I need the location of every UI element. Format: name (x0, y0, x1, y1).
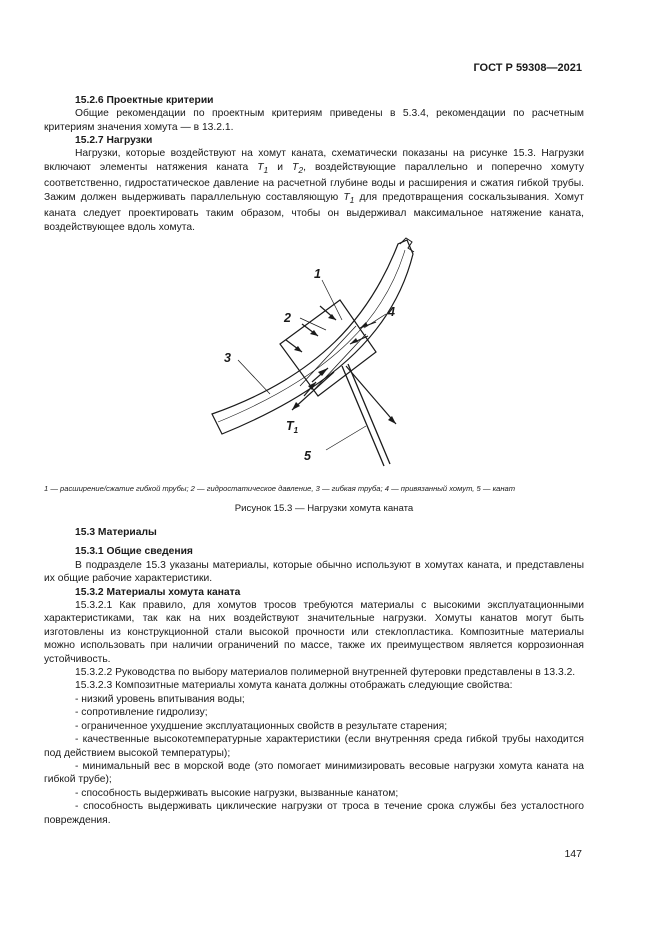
section-15-2-7 (44, 134, 584, 234)
section-heading: 15.3.2 Материалы хомута каната (75, 586, 241, 598)
section-heading: 15.3 Материалы (75, 527, 157, 538)
paragraph: Общие рекомендации по проектным критериям приведены в 5.3.4, рекомендации по расчетным критериям значения хомута — в 13.2.1. (44, 108, 584, 133)
paragraph: В подразделе 15.3 указаны материалы, которые обычно используют в хомутах каната, и представлены их общие рабочие характеристики. (44, 559, 584, 585)
paragraph (44, 147, 584, 234)
list-item: - минимальный вес в морской воде (это помогает минимизировать весовые нагрузки хомута каната на гибкой трубе); (44, 760, 584, 786)
list-item: - качественные высокотемпературные характеристики (если внутренняя среда гибкой трубы находится под действием высокой температуры); (44, 734, 584, 759)
arrowhead (328, 314, 336, 320)
rope-clamp-figure (200, 236, 440, 474)
leader-line-3 (238, 360, 270, 394)
flexible-pipe-inner-line (218, 250, 405, 422)
arrowhead (388, 416, 396, 424)
section-heading: 15.3.1 Общие сведения (75, 546, 193, 558)
section-15-3 (44, 526, 584, 827)
figure-caption: Рисунок 15.3 — Нагрузки хомута каната (234, 503, 414, 514)
rope-line-1 (342, 366, 384, 466)
list-item: - сопротивление гидролизу; (75, 707, 208, 719)
clamp-center-line-2 (312, 334, 366, 392)
text-run: Нагрузки, которые воздействуют на хомут каната, схематически показаны на рисунке 15.3. Нагрузки включают элементы натяжения каната (44, 148, 584, 173)
text-run: для предотвращения соскальзывания. Хомут каната следует проектировать таким образом, чтобы он выдерживал максимальное натяжение каната, воздействующее вдоль хомута. (44, 191, 584, 233)
rope-line-2 (348, 364, 390, 464)
figure-label-4: 4 (388, 305, 395, 319)
section-heading: 15.2.7 Нагрузки (75, 135, 153, 146)
paragraph: 15.3.2.2 Руководства по выбору материалов полимерной внутренней футеровки представлены в 13.3.2. (75, 667, 576, 679)
list-item: - низкий уровень впитывания воды; (75, 693, 245, 705)
arrowhead (350, 338, 358, 344)
figure-label-2: 2 (284, 311, 291, 325)
paragraph: 15.3.2.3 Композитные материалы хомута каната должны отображать следующие свойства: (75, 680, 513, 692)
text-run: , воздействующие параллельно и поперечно хомуту соответственно, гидростатическое давление на расчетной глубине воды и расширения и сжатия гибкой трубы. Зажим должен выдерживать параллельную составляющую (44, 161, 584, 203)
document-header: ГОСТ Р 59308—2021 (473, 62, 582, 74)
symbol-t1: $T_1$ (257, 161, 269, 175)
list-item: - способность выдерживать циклические нагрузки от троса в течение срока службы без усталостного повреждения. (44, 801, 584, 826)
symbol-t2: $T_2$ (292, 161, 304, 175)
list-item: - способность выдерживать высокие нагрузки, вызванные канатом; (75, 787, 399, 799)
figure-label-t1: $T_1$ (286, 419, 299, 435)
figure-label-5: 5 (304, 449, 311, 463)
flexible-pipe-outline (212, 240, 413, 434)
figure-label-1: 1 (314, 267, 321, 281)
symbol-t1: $T_1$ (343, 191, 355, 205)
section-15-2-6 (44, 94, 584, 134)
list-item: - ограниченное ухудшение эксплуатационных свойств в результате старения; (75, 720, 448, 732)
figure-legend: 1 — расширение/сжатие гибкой трубы; 2 — гидростатическое давление, 3 — гибкая труба; 4 — привязанный хомут, 5 — канат (44, 484, 516, 493)
paragraph: 15.3.2.1 Как правило, для хомутов тросов требуются материалы с высокими эксплуатационными характеристиками, так как на них воздействуют значительные нагрузки. Хомуты канатов могут быть изготовлены из конструкционной стали высокой прочности или стеклопластика. Композитные материалы можно использовать при наличии ограничений по массе, также их преимуществом является коррозионная устойчивость. (44, 600, 584, 665)
leader-line-5 (326, 426, 366, 450)
text-run: и (268, 161, 293, 173)
figure-label-3: 3 (224, 351, 231, 365)
page-number: 147 (564, 848, 582, 860)
section-heading: 15.2.6 Проектные критерии (75, 95, 214, 106)
